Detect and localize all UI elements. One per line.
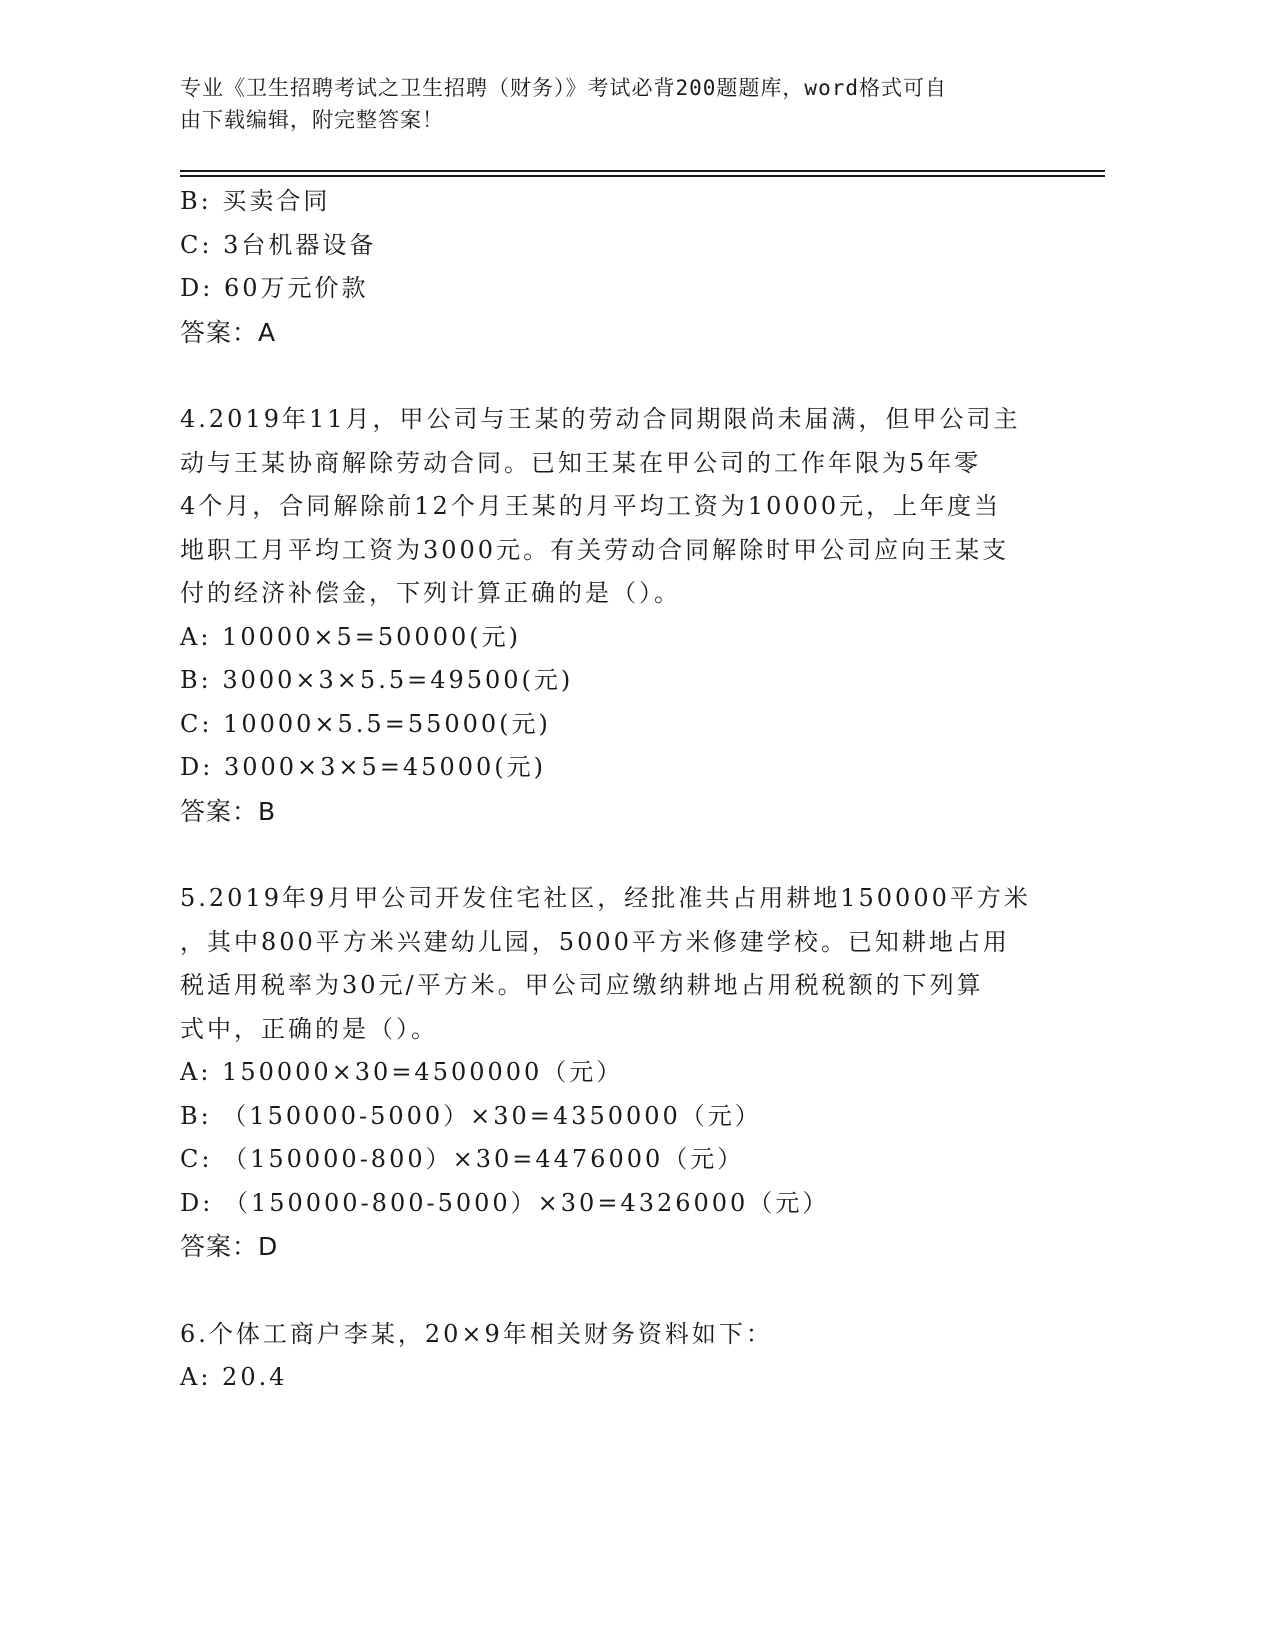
answer-label: 答案：A — [180, 317, 277, 347]
option-c: C: 10000×5.5=55000(元) — [180, 709, 551, 738]
stem-line: 地职工月平均工资为3000元。有关劳动合同解除时甲公司应向王某支 — [180, 535, 1010, 564]
stem-line: 5.2019年9月甲公司开发住宅社区，经批准共占用耕地150000平方米 — [180, 884, 1031, 912]
option-b: B: 3000×3×5.5=49500(元) — [180, 666, 574, 694]
option-a: A: 20.4 — [180, 1363, 288, 1391]
option-d: D: （150000-800-5000）×30=4326000（元） — [180, 1188, 830, 1217]
option-c: C: （150000-800）×30=4476000（元） — [180, 1145, 745, 1173]
question-stem — [180, 398, 1040, 616]
document-header — [180, 72, 1040, 136]
stem-line: 动与王某协商解除劳动合同。已知王某在甲公司的工作年限为5年零 — [180, 448, 982, 477]
stem-line: 4.2019年11月，甲公司与王某的劳动合同期限尚未届满，但甲公司主 — [180, 405, 1021, 433]
question-stem — [180, 1313, 1040, 1357]
header-divider-bottom — [180, 175, 1105, 177]
option-c: C: 3台机器设备 — [180, 230, 377, 259]
option-b: B: （150000-5000）×30=4350000（元） — [180, 1101, 762, 1130]
stem-line: ，其中800平方米兴建幼儿园，5000平方米修建学校。已知耕地占用 — [180, 927, 1010, 956]
spacer — [180, 833, 1040, 877]
document-body — [180, 180, 1040, 1400]
answer-label: 答案：D — [180, 1232, 279, 1261]
option-d: D: 3000×3×5=45000(元) — [180, 753, 546, 781]
option-a: A: 10000×5=50000(元) — [180, 622, 521, 651]
stem-line: 付的经济补偿金，下列计算正确的是（）。 — [180, 579, 681, 607]
stem-line: 式中，正确的是（）。 — [180, 1014, 438, 1043]
stem-line: 6.个体工商户李某，20×9年相关财务资料如下： — [180, 1319, 773, 1348]
spacer — [180, 1269, 1040, 1313]
question-4-block — [180, 398, 1040, 833]
option-d: D: 60万元价款 — [180, 274, 369, 302]
stem-line: 税适用税率为30元/平方米。甲公司应缴纳耕地占用税税额的下列算 — [180, 971, 984, 999]
answer-label: 答案：B — [180, 796, 277, 826]
option-b: B: 买卖合同 — [180, 187, 331, 215]
question-stem — [180, 877, 1040, 1051]
spacer — [180, 354, 1040, 398]
stem-line: 4个月，合同解除前12个月王某的月平均工资为10000元，上年度当 — [180, 492, 1002, 520]
option-a: A: 150000×30=4500000（元） — [180, 1058, 624, 1086]
header-line-1: 专业《卫生招聘考试之卫生招聘（财务）》考试必背200题题库，word格式可自 — [180, 76, 947, 100]
header-divider-top — [180, 170, 1105, 172]
question-5-block — [180, 877, 1040, 1269]
question-6-block — [180, 1313, 1040, 1400]
header-line-2: 由下载编辑，附完整答案！ — [180, 108, 444, 132]
question-3-block — [180, 180, 1040, 354]
